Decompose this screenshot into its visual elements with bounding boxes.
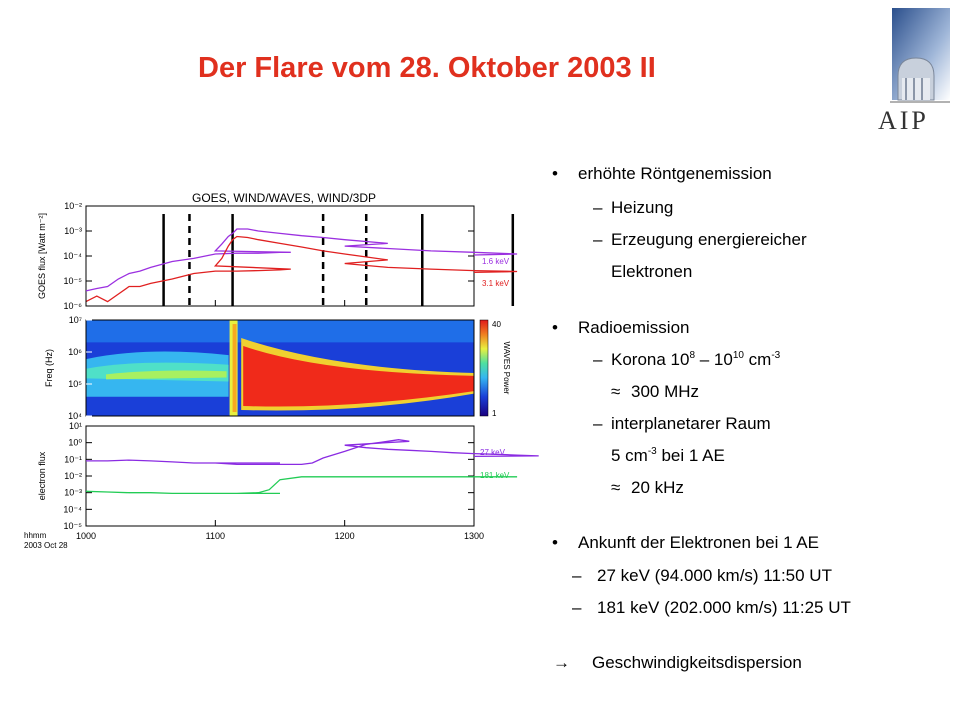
approx-symbol: ≈ xyxy=(611,478,621,497)
sub-erzeugung: Erzeugung energiereicher xyxy=(611,230,807,249)
sub-korona xyxy=(611,350,780,370)
date-label: 2003 Oct 28 xyxy=(24,541,68,550)
arrow-symbol: → xyxy=(553,653,570,672)
x-tick-label: 1300 xyxy=(463,531,485,541)
goes-y-tick-label: 10⁻⁵ xyxy=(63,276,82,286)
x-tick-label: 1200 xyxy=(334,531,355,541)
bullet-symbol: • xyxy=(552,318,558,337)
korona-unit: cm xyxy=(743,350,772,369)
waves-y-axis-label: Freq (Hz) xyxy=(44,349,54,387)
korona-exp-10: 10 xyxy=(732,350,744,361)
density-post: bei 1 AE xyxy=(656,446,725,465)
electron-legend-label: 27 keV xyxy=(480,448,505,457)
electron-y-tick-label: 10⁻¹ xyxy=(64,454,82,465)
goes-y-tick-label: 10⁻⁶ xyxy=(63,301,82,311)
colorbar-min-label: 1 xyxy=(492,409,497,418)
approx-symbol: ≈ xyxy=(611,382,621,401)
dash-symbol: – xyxy=(593,230,603,249)
colorbar-max-label: 40 xyxy=(492,320,501,329)
electron-y-tick-label: 10⁻² xyxy=(64,471,82,481)
goes-plot-frame xyxy=(86,206,474,306)
electron-series-27kev xyxy=(86,440,539,465)
colorbar xyxy=(480,320,488,416)
goes-series-1-6kev xyxy=(86,229,517,291)
waves-y-tick-label: 10⁷ xyxy=(68,315,82,325)
electron-legend-label: 181 keV xyxy=(480,471,510,480)
sub-5cm xyxy=(611,446,725,466)
colorbar-label: WAVES Power xyxy=(502,341,511,395)
korona-exp-unit: -3 xyxy=(771,350,781,361)
sub-elektronen: Elektronen xyxy=(611,262,693,281)
logo-text: AIP xyxy=(878,106,929,135)
goes-y-axis-label: GOES flux [Watt m⁻²] xyxy=(37,213,47,299)
x-axis-label: hhmm xyxy=(24,531,47,540)
electron-y-tick-label: 10¹ xyxy=(68,421,82,431)
sub-20khz: 20 kHz xyxy=(631,478,684,497)
electron-y-axis-label: electron flux xyxy=(37,451,47,501)
bullet-roentgen: erhöhte Röntgenemission xyxy=(578,164,772,183)
bullet-symbol: • xyxy=(552,164,558,183)
bullet-dispersion: Geschwindigkeitsdispersion xyxy=(592,653,802,672)
goes-wind-figure xyxy=(0,0,548,560)
burst-column-core xyxy=(233,324,237,412)
electron-y-tick-label: 10⁻⁵ xyxy=(63,521,82,531)
waves-y-tick-label: 10⁶ xyxy=(68,347,82,357)
sub-heizung: Heizung xyxy=(611,198,674,217)
goes-series-3-1kev xyxy=(86,237,517,302)
sub-interplanetar: interplanetarer Raum xyxy=(611,414,771,433)
dash-symbol: – xyxy=(572,598,582,617)
goes-legend-label: 3.1 keV xyxy=(482,279,510,288)
sub-181kev: 181 keV (202.000 km/s) 11:25 UT xyxy=(597,598,851,617)
bullet-radio: Radioemission xyxy=(578,318,690,337)
sub-27kev: 27 keV (94.000 km/s) 11:50 UT xyxy=(597,566,832,585)
x-tick-label: 1100 xyxy=(205,531,226,541)
goes-y-tick-label: 10⁻² xyxy=(64,201,82,211)
korona-exp-8: 8 xyxy=(689,350,696,361)
electron-series-181kev xyxy=(86,477,517,494)
korona-text: Korona 10 xyxy=(611,350,690,369)
x-tick-label: 1000 xyxy=(75,531,97,541)
bullet-ankunft: Ankunft der Elektronen bei 1 AE xyxy=(578,533,819,552)
electron-y-tick-label: 10⁰ xyxy=(68,437,82,448)
electron-plot-frame xyxy=(86,426,474,526)
slide-title: Der Flare vom 28. Oktober 2003 II xyxy=(198,52,656,84)
waves-y-tick-label: 10⁵ xyxy=(68,379,82,389)
dash-symbol: – xyxy=(593,414,603,433)
korona-dash: – 10 xyxy=(695,350,733,369)
goes-y-tick-label: 10⁻³ xyxy=(64,226,82,236)
spectrum-upper-band xyxy=(86,320,474,342)
electron-y-tick-label: 10⁻³ xyxy=(64,487,82,498)
bullet-symbol: • xyxy=(552,533,558,552)
electron-y-tick-label: 10⁻⁴ xyxy=(63,504,82,515)
sub-300mhz: 300 MHz xyxy=(631,382,700,401)
density-exp: -3 xyxy=(647,446,657,457)
goes-y-tick-label: 10⁻⁴ xyxy=(63,251,82,261)
dash-symbol: – xyxy=(572,566,582,585)
waves-y-tick-label: 10⁴ xyxy=(68,411,82,421)
goes-legend-label: 1.6 keV xyxy=(482,257,510,266)
density-text: 5 cm xyxy=(611,446,648,465)
dash-symbol: – xyxy=(593,198,603,217)
dash-symbol: – xyxy=(593,350,603,369)
chart-title: GOES, WIND/WAVES, WIND/3DP xyxy=(191,191,377,205)
